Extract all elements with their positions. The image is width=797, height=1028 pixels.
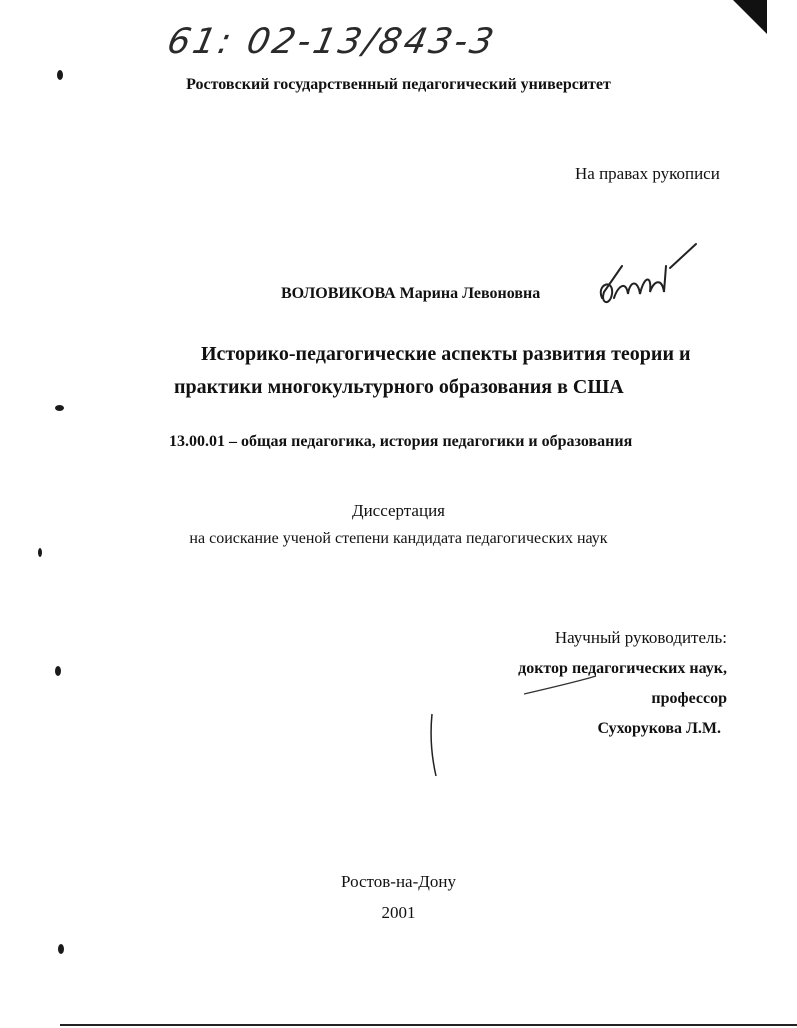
- city: Ростов-на-Дону: [341, 872, 456, 891]
- supervisor-degree: доктор педагогических наук,: [518, 660, 727, 677]
- specialty-code: 13.00.01 – общая педагогика, история педагогики и образования: [169, 433, 633, 450]
- supervisor-rank: профессор: [651, 690, 727, 707]
- scan-speck: [58, 944, 64, 954]
- author-name: [281, 285, 540, 303]
- scan-speck: [38, 548, 42, 557]
- scan-speck: [57, 70, 63, 80]
- author-signature: [592, 236, 702, 316]
- supervisor-name: Сухорукова Л.М.: [597, 720, 721, 737]
- year: 2001: [381, 903, 416, 922]
- manuscript-rights: На правах рукописи: [575, 164, 720, 183]
- supervisor-signature: [520, 672, 600, 698]
- supervisor-label: Научный руководитель:: [554, 628, 727, 647]
- scan-speck: [55, 405, 64, 411]
- document-purpose: на соискание ученой степени кандидата педагогических наук: [189, 530, 608, 547]
- thesis-title-line2: практики многокультурного образования в США: [174, 376, 624, 398]
- bottom-edge-line: [60, 1024, 797, 1026]
- author-given-names: Марина Левоновна: [399, 285, 541, 302]
- author-surname: ВОЛОВИКОВА: [281, 285, 396, 302]
- document-type: Диссертация: [351, 501, 445, 520]
- university-name: Ростовский государственный педагогический университет: [186, 76, 611, 93]
- scan-speck: [55, 666, 61, 676]
- thesis-title-line1: Историко-педагогические аспекты развития теории и: [201, 343, 691, 365]
- margin-stroke: [424, 710, 444, 780]
- archive-code: 61: 02-13/843-3: [163, 22, 500, 62]
- corner-mark: [733, 0, 767, 34]
